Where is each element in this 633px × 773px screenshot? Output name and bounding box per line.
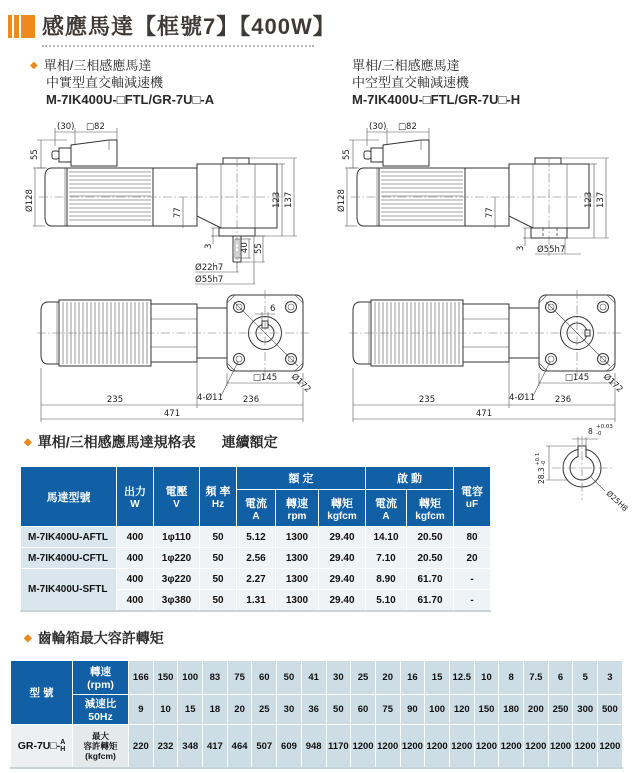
- gear-model-cell: GR-7U□- A H: [11, 725, 73, 769]
- dim-label: 123: [272, 191, 282, 208]
- dim-label: 6: [270, 304, 276, 314]
- col-header-voltage: 電壓 V: [154, 467, 200, 527]
- dim-label: (30): [57, 122, 75, 132]
- table-row: M-7IK400U-AFTL 400 1φ110 50 5.12 1300 29.40 14.10 20.50 80: [21, 527, 491, 548]
- intro-right-model: M-7IK400U-□FTL/GR-7U□-H: [352, 92, 521, 107]
- dim-label: 77: [173, 207, 183, 218]
- dim-tolerance: -0: [541, 460, 547, 466]
- dim-label: 55: [254, 243, 264, 254]
- row-header-max-torque: 最大 容許轉矩 (kgfcm): [73, 725, 129, 769]
- dim-label: 236: [554, 395, 572, 405]
- plan-view-solid-shaft-drawing: [25, 288, 315, 426]
- table-row: 減速比 50Hz 9 10 15 18 20 25 30 36 50 60 75 90 100 120 150 180 200 250 300 500: [11, 695, 623, 725]
- col-header-start-torque: 轉矩 kgfcm: [407, 490, 454, 527]
- spec-section-title: [24, 432, 278, 452]
- hollow-bore-detail-drawing: [518, 408, 630, 514]
- gear-title-text: 齒輪箱最大容許轉矩: [37, 630, 164, 646]
- col-header-rated-current: 電流 A: [237, 490, 276, 527]
- dim-label: □145: [252, 373, 278, 383]
- intro-right-line2: 中空型直交軸減速機: [352, 75, 470, 90]
- col-header-output: 出力 W: [117, 467, 154, 527]
- intro-hollow-shaft: [352, 57, 520, 108]
- col-header-rated-torque: 轉矩 kgfcm: [319, 490, 366, 527]
- dim-label: 471: [163, 409, 181, 419]
- dim-label: 77: [485, 207, 495, 218]
- dim-label: Ø128: [337, 189, 347, 212]
- dim-label: Ø128: [25, 189, 35, 212]
- col-header-frequency: 頻 率 Hz: [200, 467, 237, 527]
- intro-left-line2: 中實型直交軸減速機: [46, 75, 164, 90]
- intro-solid-shaft: [30, 57, 214, 108]
- table-row: M-7IK400U-SFTL 400 3φ220 50 2.27 1300 29.40 8.90 61.70 -: [21, 569, 491, 590]
- row-header-ratio: 減速比 50Hz: [73, 695, 129, 725]
- dim-label: 137: [596, 191, 606, 208]
- motor-spec-table: [20, 466, 491, 612]
- page-title: 感應馬達【框號7】【400W】: [42, 14, 336, 39]
- plan-view-hollow-shaft-drawing: [337, 288, 627, 426]
- table-row: 型 號 轉速 (rpm) 166 150 100 83 75 60 50 41 30 25 20 16 15 12.5 10 8 7.5 6 5 3: [11, 661, 623, 695]
- col-header-capacitor: 電容 uF: [454, 467, 491, 527]
- col-header-rated-speed: 轉速 rpm: [276, 490, 319, 527]
- dim-tolerance: +0.1: [535, 452, 541, 466]
- col-header-model: 馬達型號: [21, 467, 117, 527]
- dim-label: □145: [564, 373, 590, 383]
- group-header-starting: 啟 動: [366, 467, 454, 490]
- table-row: 400 3φ380 50 1.31 1300 29.40 5.10 61.70 -: [21, 590, 491, 612]
- dim-label: Ø172: [600, 371, 625, 395]
- dim-label: Ø55h7: [195, 275, 224, 285]
- diamond-bullet-icon: ◆: [24, 633, 32, 644]
- orange-bars-icon: [8, 15, 37, 38]
- intro-left-line1: 單相/三相感應馬達: [43, 58, 152, 73]
- col-header-start-current: 電流 A: [366, 490, 407, 527]
- table-row: M-7IK400U-CFTL 400 1φ220 50 2.56 1300 29.40 7.10 20.50 20: [21, 548, 491, 569]
- dim-label: 8: [588, 427, 593, 436]
- side-view-hollow-shaft-drawing: [337, 118, 627, 286]
- dim-label: 137: [284, 191, 294, 208]
- dim-label: 4-Ø11: [509, 393, 535, 403]
- row-header-speed: 轉速 (rpm): [73, 661, 129, 695]
- dim-label: Ø25H8: [604, 488, 630, 514]
- dim-label: 3: [204, 243, 214, 249]
- dim-label: 3: [516, 245, 526, 251]
- group-header-rated: 額 定: [237, 467, 366, 490]
- dim-tolerance: -0: [596, 431, 602, 437]
- intro-right-line1: 單相/三相感應馬達: [352, 58, 460, 73]
- dim-label: 123: [584, 191, 594, 208]
- dim-label: 55: [30, 149, 40, 160]
- diamond-bullet-icon: ◆: [24, 437, 32, 448]
- spec-title-text: 單相/三相感應馬達規格表: [37, 434, 196, 450]
- dim-label: 235: [106, 395, 124, 405]
- dim-label: □82: [398, 122, 417, 132]
- intro-left-model: M-7IK400U-□FTL/GR-7U□-A: [46, 92, 215, 107]
- dim-label: Ø55h7: [537, 245, 566, 255]
- dim-label: 236: [242, 395, 260, 405]
- gear-section-title: [24, 628, 164, 648]
- dim-tolerance: +0.03: [596, 424, 613, 430]
- title-underline: [42, 45, 314, 47]
- dim-label: 235: [418, 395, 436, 405]
- dim-label: (30): [369, 122, 387, 132]
- dim-label: □82: [86, 122, 105, 132]
- diamond-bullet-icon: ◆: [30, 60, 38, 71]
- dim-label: 28.3: [537, 467, 546, 484]
- dim-label: 55: [342, 149, 352, 160]
- gearbox-torque-table: [10, 660, 623, 769]
- dim-label: 40: [240, 242, 250, 253]
- side-view-solid-shaft-drawing: [25, 118, 315, 286]
- dim-label: Ø172: [288, 371, 313, 395]
- dim-label: 471: [475, 409, 493, 419]
- dim-label: Ø22h7: [195, 263, 224, 273]
- spec-subtitle-text: 連續額定: [221, 434, 278, 450]
- table-row: GR-7U□- A H 最大 容許轉矩 (kgfcm) 220 232 348 417 464 507 609 948 1170 1200 1200 1200 1200 1200 1200 1200 1200 1200 1200 1200: [11, 725, 623, 769]
- dim-label: 4-Ø11: [197, 393, 223, 403]
- col-header-gear-model: 型 號: [11, 661, 73, 725]
